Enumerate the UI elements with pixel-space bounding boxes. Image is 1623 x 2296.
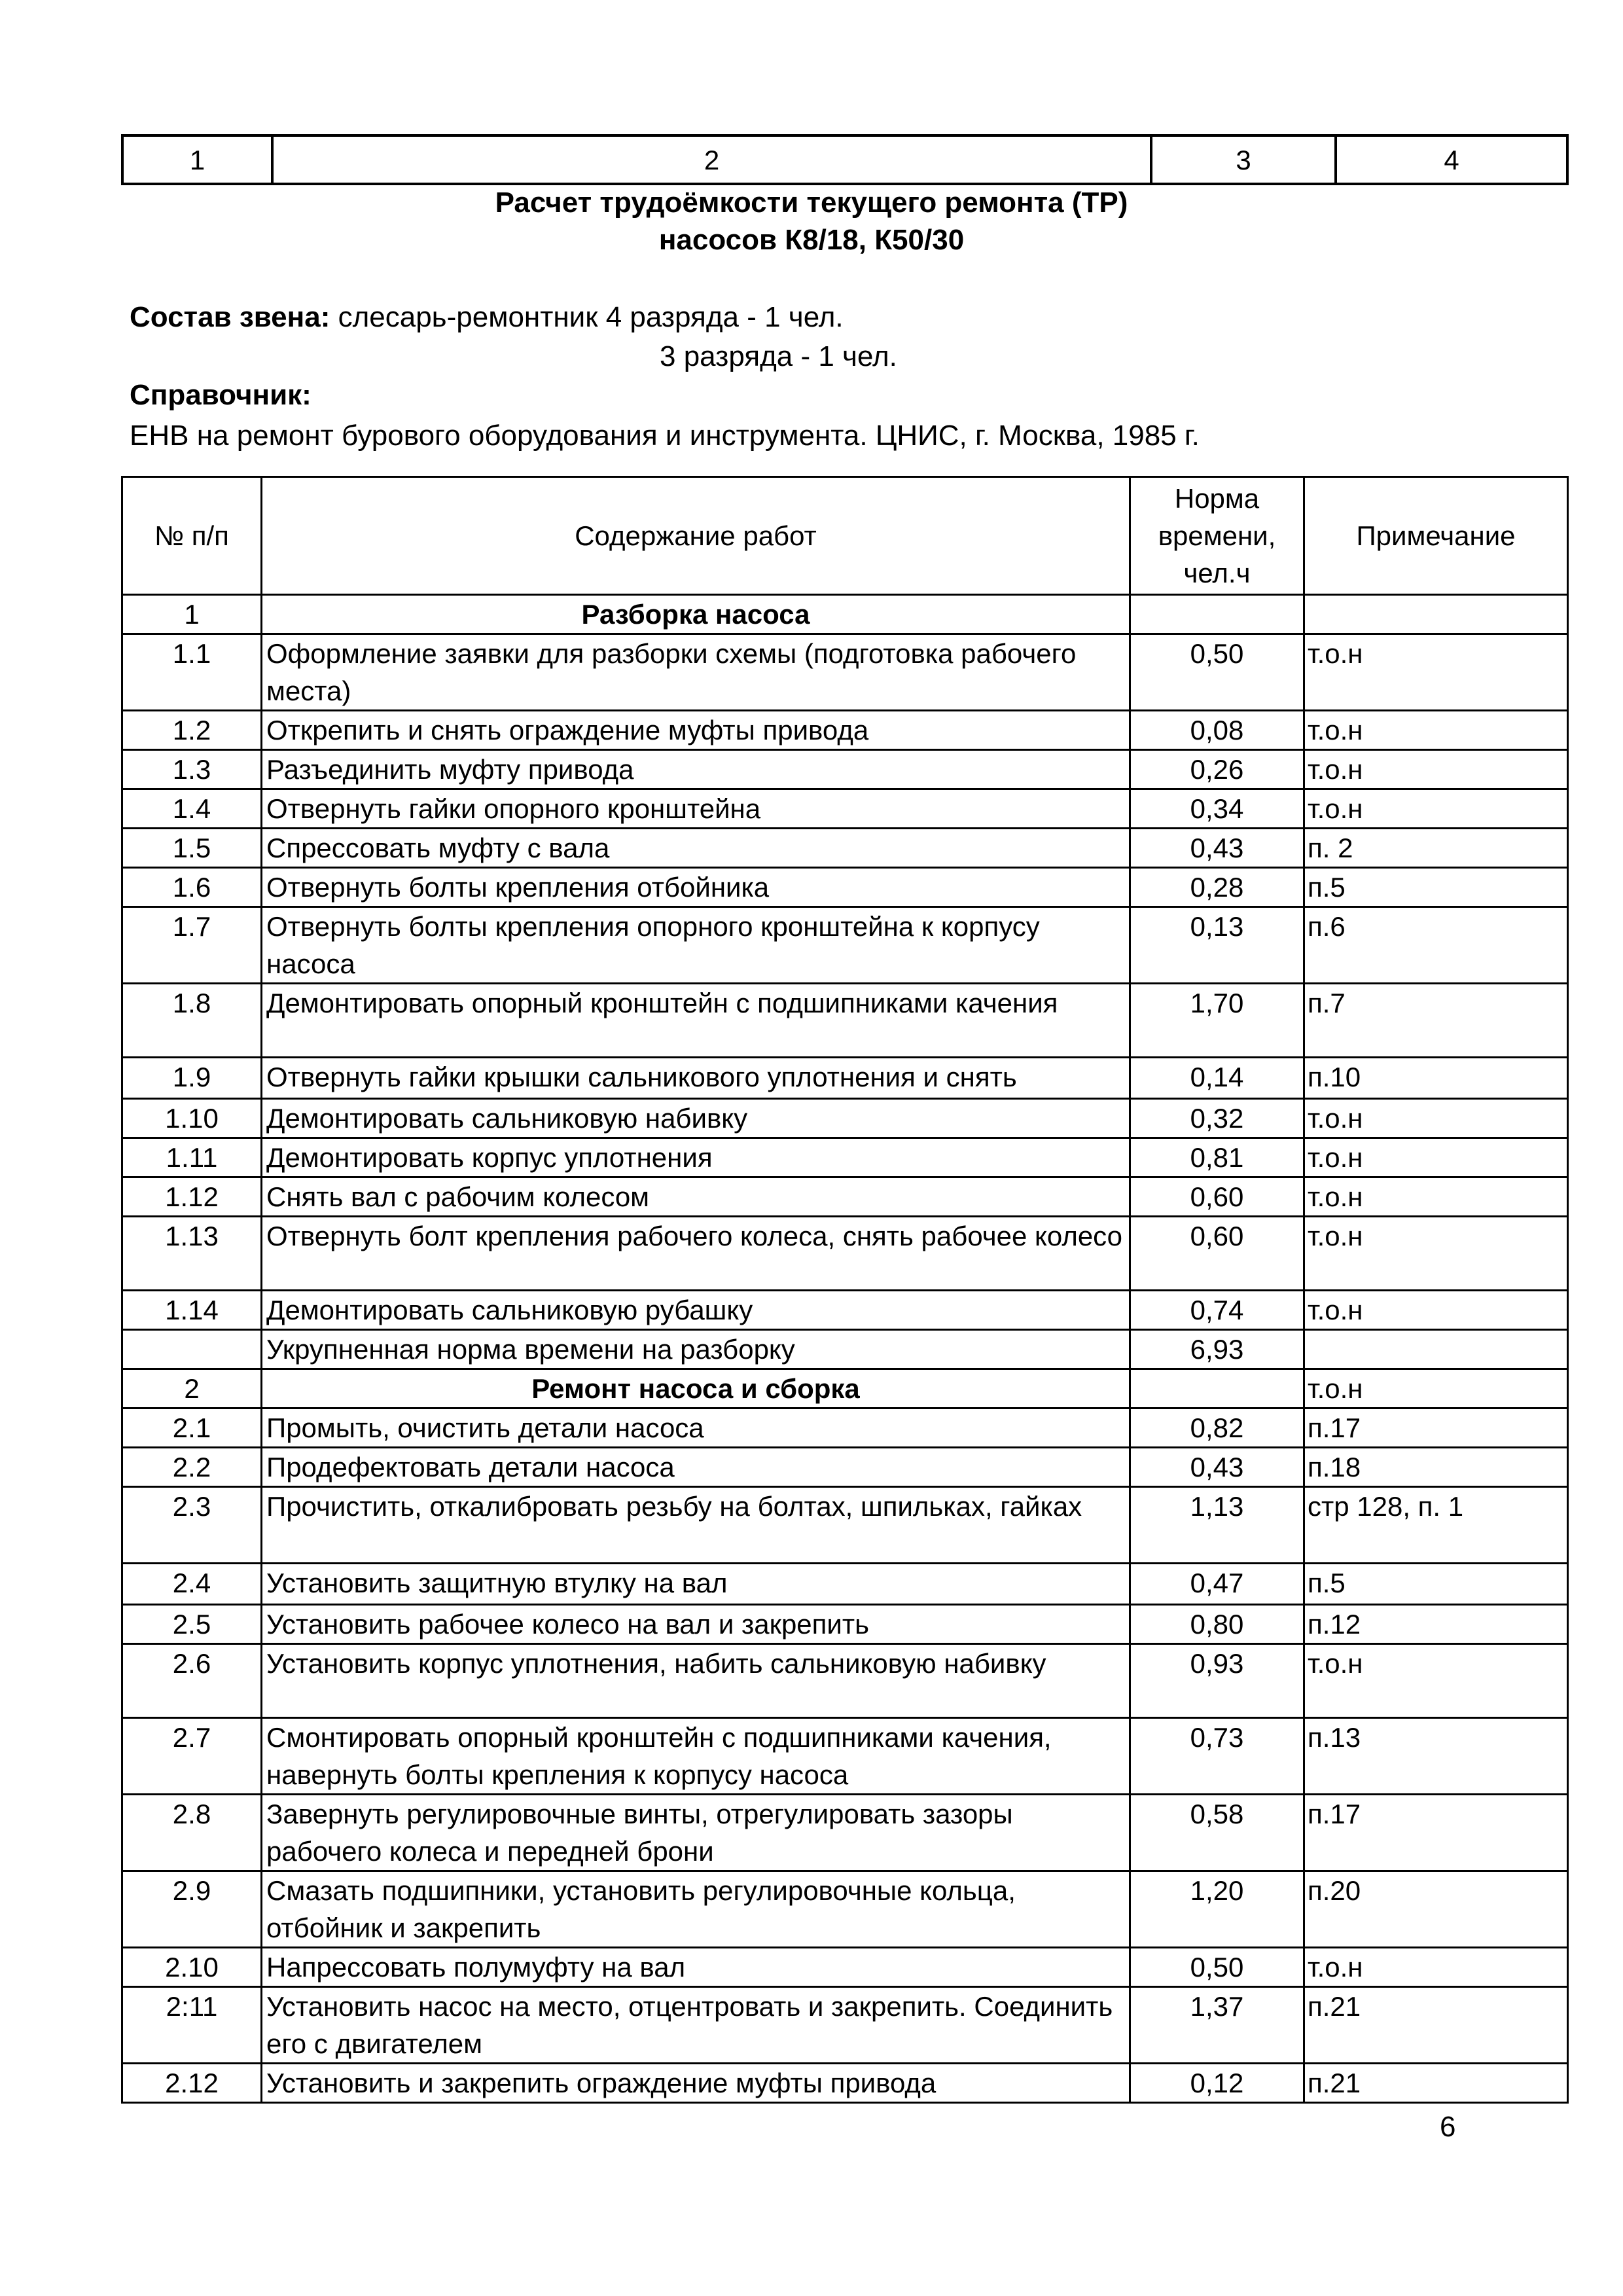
table-row (122, 2064, 1568, 2103)
section-row (122, 1369, 1568, 1408)
row-norm: 0,12 (1130, 2064, 1304, 2103)
table-row (122, 868, 1568, 907)
row-number: 2.3 (122, 1487, 262, 1564)
row-norm: 0,43 (1130, 829, 1304, 868)
row-number: 1.3 (122, 750, 262, 789)
row-norm: 0,50 (1130, 1948, 1304, 1987)
row-note: стр 128, п. 1 (1304, 1487, 1568, 1564)
row-number: 1.5 (122, 829, 262, 868)
row-number: 2.12 (122, 2064, 262, 2103)
table-row (122, 1408, 1568, 1448)
row-number: 2.6 (122, 1644, 262, 1718)
row-norm: 0,74 (1130, 1291, 1304, 1330)
row-norm: 0,93 (1130, 1644, 1304, 1718)
row-note: п.10 (1304, 1058, 1568, 1099)
row-note: п.7 (1304, 984, 1568, 1058)
row-number: 2.2 (122, 1448, 262, 1487)
row-note: п.6 (1304, 907, 1568, 984)
row-note: т.о.н (1304, 1644, 1568, 1718)
row-number (122, 1330, 262, 1369)
row-content: Демонтировать корпус уплотнения (262, 1138, 1130, 1177)
row-number: 2.4 (122, 1564, 262, 1605)
row-number: 1 (122, 595, 262, 634)
row-content: Спрессовать муфту с вала (262, 829, 1130, 868)
row-number: 1.12 (122, 1177, 262, 1217)
row-number: 1.9 (122, 1058, 262, 1099)
row-note: п.21 (1304, 1987, 1568, 2064)
table-row (122, 1871, 1568, 1948)
header-norm (1130, 477, 1304, 595)
column-number: 2 (272, 135, 1151, 184)
row-note: т.о.н (1304, 1138, 1568, 1177)
row-content: Отвернуть болты крепления отбойника (262, 868, 1130, 907)
row-number: 2 (122, 1369, 262, 1408)
row-note: т.о.н (1304, 750, 1568, 789)
table-header-row (122, 477, 1568, 595)
row-norm: 1,20 (1130, 1871, 1304, 1948)
row-note: п.5 (1304, 1564, 1568, 1605)
row-number: 2.10 (122, 1948, 262, 1987)
row-content: Установить насос на место, отцентровать и закрепить. Соединить его с двигателем (262, 1987, 1130, 2064)
row-content: Прочистить, откалибровать резьбу на болтах, шпильках, гайках (262, 1487, 1130, 1564)
reference-label: Справочник: (130, 379, 312, 411)
labor-table (121, 476, 1569, 2104)
row-note: т.о.н (1304, 1291, 1568, 1330)
row-content: Установить и закрепить ограждение муфты привода (262, 2064, 1130, 2103)
row-note: п.17 (1304, 1408, 1568, 1448)
row-norm: 0,47 (1130, 1564, 1304, 1605)
table-row (122, 1448, 1568, 1487)
table-row (122, 1330, 1568, 1369)
row-number: 1.4 (122, 789, 262, 829)
row-norm: 1,13 (1130, 1487, 1304, 1564)
reference-text: ЕНВ на ремонт бурового оборудования и инструмента. ЦНИС, г. Москва, 1985 г. (130, 420, 1200, 452)
row-content: Отвернуть болт крепления рабочего колеса, снять рабочее колесо (262, 1217, 1130, 1291)
table-row (122, 634, 1568, 711)
row-content: Отвернуть болты крепления опорного кронштейна к корпусу насоса (262, 907, 1130, 984)
row-content: Ремонт насоса и сборка (262, 1369, 1130, 1408)
row-content: Смазать подшипники, установить регулировочные кольца, отбойник и закрепить (262, 1871, 1130, 1948)
row-number: 1.2 (122, 711, 262, 750)
table-row (122, 1795, 1568, 1871)
row-content: Промыть, очистить детали насоса (262, 1408, 1130, 1448)
table-row (122, 1948, 1568, 1987)
row-note: т.о.н (1304, 634, 1568, 711)
table-row (122, 711, 1568, 750)
row-note (1304, 1330, 1568, 1369)
row-number: 1.14 (122, 1291, 262, 1330)
row-number: 2.5 (122, 1605, 262, 1644)
row-content: Оформление заявки для разборки схемы (подготовка рабочего места) (262, 634, 1130, 711)
table-row (122, 1138, 1568, 1177)
table-row (122, 1487, 1568, 1564)
column-number: 4 (1336, 135, 1567, 184)
row-number: 1.10 (122, 1099, 262, 1138)
row-note: т.о.н (1304, 1217, 1568, 1291)
row-content: Демонтировать сальниковую рубашку (262, 1291, 1130, 1330)
row-norm: 0,60 (1130, 1177, 1304, 1217)
crew-label: Состав звена: (130, 301, 330, 333)
row-content: Открепить и снять ограждение муфты привода (262, 711, 1130, 750)
row-norm: 0,08 (1130, 711, 1304, 750)
row-norm: 6,93 (1130, 1330, 1304, 1369)
table-row (122, 984, 1568, 1058)
row-content: Продефектовать детали насоса (262, 1448, 1130, 1487)
table-row (122, 1058, 1568, 1099)
document-title: Расчет трудоёмкости текущего ремонта (ТР) (495, 187, 1128, 219)
row-note (1304, 595, 1568, 634)
row-content: Разборка насоса (262, 595, 1130, 634)
row-content: Напрессовать полумуфту на вал (262, 1948, 1130, 1987)
row-number: 1.6 (122, 868, 262, 907)
table-row (122, 1644, 1568, 1718)
table-row (122, 1987, 1568, 2064)
table-row (122, 1564, 1568, 1605)
row-norm: 0,14 (1130, 1058, 1304, 1099)
row-content: Установить защитную втулку на вал (262, 1564, 1130, 1605)
row-note: т.о.н (1304, 789, 1568, 829)
row-note: п.21 (1304, 2064, 1568, 2103)
row-note: п.5 (1304, 868, 1568, 907)
table-row (122, 907, 1568, 984)
row-note: т.о.н (1304, 1369, 1568, 1408)
header-norm-line: Норма (1174, 483, 1260, 514)
row-norm: 0,26 (1130, 750, 1304, 789)
page-number: 6 (1440, 2111, 1456, 2143)
table-row (122, 1718, 1568, 1795)
row-number: 2.9 (122, 1871, 262, 1948)
row-note: п.13 (1304, 1718, 1568, 1795)
row-norm: 0,81 (1130, 1138, 1304, 1177)
row-number: 1.13 (122, 1217, 262, 1291)
row-number: 2.8 (122, 1795, 262, 1871)
crew-line (130, 301, 844, 334)
row-norm: 0,60 (1130, 1217, 1304, 1291)
row-norm: 1,37 (1130, 1987, 1304, 2064)
row-norm (1130, 595, 1304, 634)
row-norm: 1,70 (1130, 984, 1304, 1058)
row-content: Смонтировать опорный кронштейн с подшипниками качения, навернуть болты крепления к корпусу насоса (262, 1718, 1130, 1795)
row-norm: 0,28 (1130, 868, 1304, 907)
row-content: Разъединить муфту привода (262, 750, 1130, 789)
row-content: Установить корпус уплотнения, набить сальниковую набивку (262, 1644, 1130, 1718)
row-number: 1.8 (122, 984, 262, 1058)
column-number-strip (121, 134, 1569, 185)
row-norm: 0,32 (1130, 1099, 1304, 1138)
row-note: т.о.н (1304, 1099, 1568, 1138)
row-note: т.о.н (1304, 1177, 1568, 1217)
header-norm-line: времени, (1158, 520, 1276, 551)
row-note: п. 2 (1304, 829, 1568, 868)
row-note: п.17 (1304, 1795, 1568, 1871)
row-content: Снять вал с рабочим колесом (262, 1177, 1130, 1217)
row-number: 1.11 (122, 1138, 262, 1177)
row-content: Отвернуть гайки крышки сальникового уплотнения и снять (262, 1058, 1130, 1099)
header-note: Примечание (1304, 477, 1568, 595)
column-number: 3 (1151, 135, 1336, 184)
table-row (122, 789, 1568, 829)
column-number: 1 (122, 135, 272, 184)
row-content: Установить рабочее колесо на вал и закрепить (262, 1605, 1130, 1644)
row-number: 2.1 (122, 1408, 262, 1448)
table-row (122, 1217, 1568, 1291)
row-content: Отвернуть гайки опорного кронштейна (262, 789, 1130, 829)
row-note: т.о.н (1304, 1948, 1568, 1987)
row-note: п.20 (1304, 1871, 1568, 1948)
crew-value-2: 3 разряда - 1 чел. (660, 340, 897, 372)
row-norm: 0,73 (1130, 1718, 1304, 1795)
row-number: 2.7 (122, 1718, 262, 1795)
row-norm: 0,82 (1130, 1408, 1304, 1448)
row-content: Демонтировать сальниковую набивку (262, 1099, 1130, 1138)
table-row (122, 1291, 1568, 1330)
table-row (122, 1099, 1568, 1138)
row-norm: 0,58 (1130, 1795, 1304, 1871)
row-norm (1130, 1369, 1304, 1408)
row-note: п.12 (1304, 1605, 1568, 1644)
row-norm: 0,50 (1130, 634, 1304, 711)
row-content: Укрупненная норма времени на разборку (262, 1330, 1130, 1369)
row-number: 1.7 (122, 907, 262, 984)
table-row (122, 750, 1568, 789)
row-norm: 0,43 (1130, 1448, 1304, 1487)
table-row (122, 1177, 1568, 1217)
row-content: Демонтировать опорный кронштейн с подшипниками качения (262, 984, 1130, 1058)
header-num: № п/п (122, 477, 262, 595)
row-number: 1.1 (122, 634, 262, 711)
header-content: Содержание работ (262, 477, 1130, 595)
row-note: п.18 (1304, 1448, 1568, 1487)
row-note: т.о.н (1304, 711, 1568, 750)
table-row (122, 1605, 1568, 1644)
crew-value-1: слесарь-ремонтник 4 разряда - 1 чел. (338, 301, 844, 333)
row-norm: 0,80 (1130, 1605, 1304, 1644)
row-content: Завернуть регулировочные винты, отрегулировать зазоры рабочего колеса и передней брони (262, 1795, 1130, 1871)
header-norm-line: чел.ч (1183, 558, 1251, 588)
section-row (122, 595, 1568, 634)
document-subtitle: насосов К8/18, К50/30 (658, 224, 965, 256)
row-norm: 0,13 (1130, 907, 1304, 984)
row-number: 2:11 (122, 1987, 262, 2064)
row-norm: 0,34 (1130, 789, 1304, 829)
table-row (122, 829, 1568, 868)
